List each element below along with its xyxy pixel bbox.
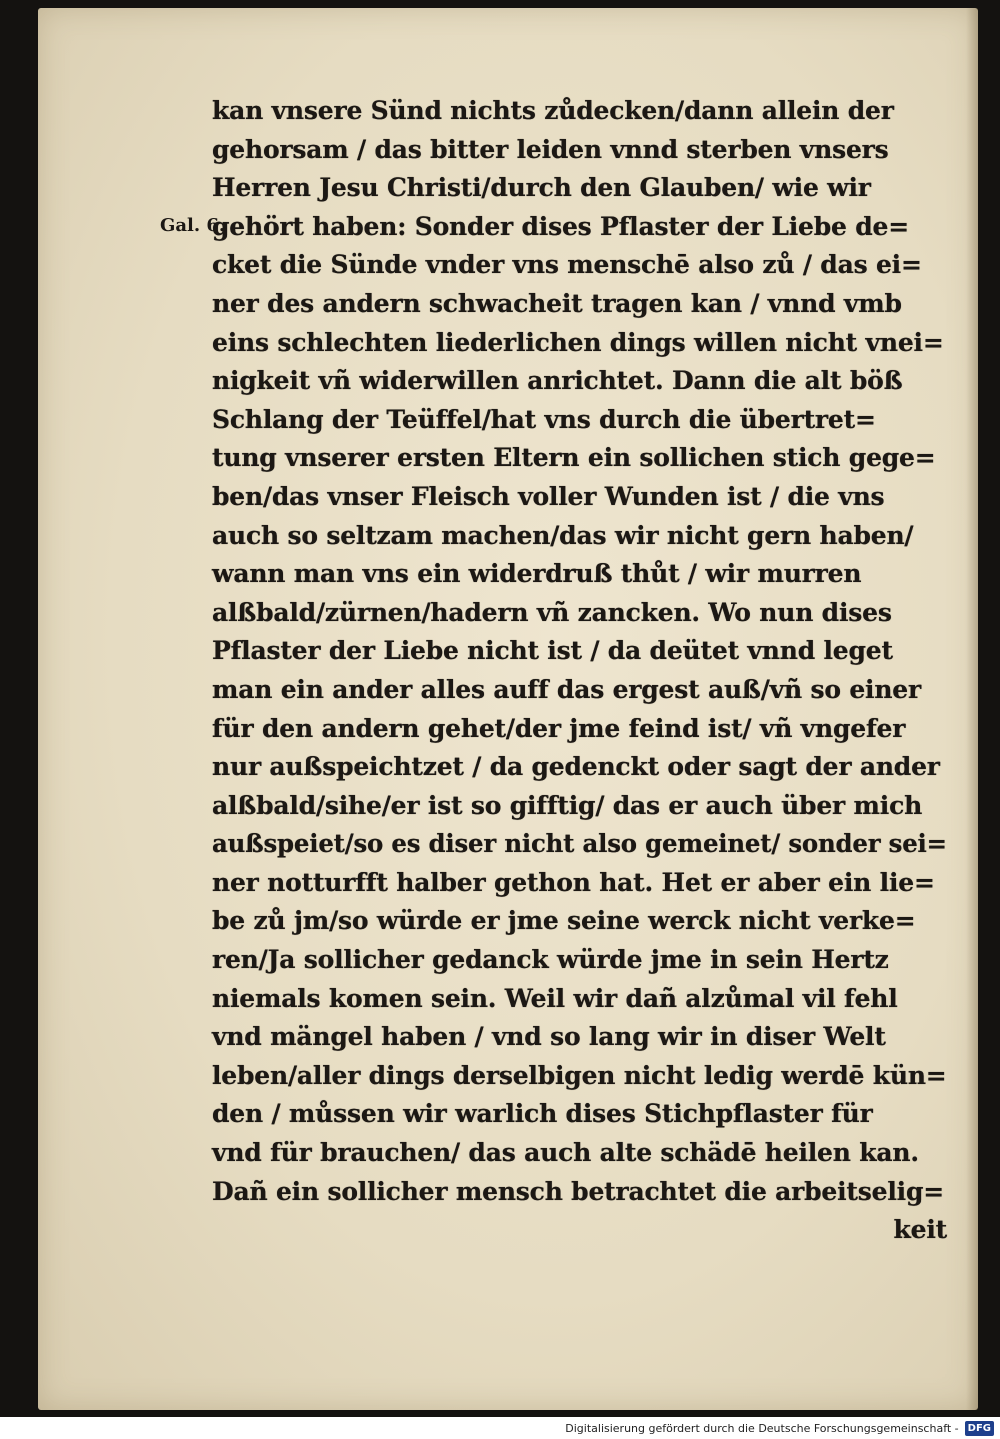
text-line: ner notturfft halber gethon hat. Het er aber ein lie=: [212, 867, 935, 897]
text-line: ren/Ja sollicher gedanck würde jme in sein Hertz: [212, 945, 889, 975]
text-line: wann man vns ein widerdruß thůt / wir murren: [212, 559, 862, 589]
text-line: eins schlechten liederlichen dings willen nicht vnei=: [212, 327, 944, 357]
text-line: den / můssen wir warlich dises Stichpflaster für: [212, 1099, 873, 1129]
text-line: vnd mängel haben / vnd so lang wir in diser Welt: [212, 1022, 886, 1052]
text-line: Schlang der Teüffel/hat vns durch die übertret=: [212, 404, 876, 434]
text-line: kan vnsere Sünd nichts zůdecken/dann allein der: [212, 96, 894, 125]
text-line: cket die Sünde vnder vns menschē also zů / das ei=: [212, 250, 922, 280]
text-line: für den andern gehet/der jme feind ist/ vñ vngefer: [212, 713, 906, 743]
text-line: nur außspeichtzet / da gedenckt oder sagt der ander: [212, 752, 940, 782]
text-line: nigkeit vñ widerwillen anrichtet. Dann die alt böß: [212, 366, 903, 396]
text-line: Pflaster der Liebe nicht ist / da deütet vnnd leget: [212, 636, 893, 666]
text-line: be zů jm/so würde er jme seine werck nicht verke=: [212, 906, 916, 936]
text-line: vnd für brauchen/ das auch alte schädē heilen kan.: [212, 1138, 919, 1168]
text-line: leben/aller dings derselbigen nicht ledig werdē kün=: [212, 1060, 947, 1090]
text-line: ben/das vnser Fleisch voller Wunden ist / die vns: [212, 481, 885, 511]
text-line: gehört haben: Sonder dises Pflaster der Liebe de=: [212, 211, 909, 241]
marginal-note: Gal. 6.: [160, 215, 226, 236]
text-line: ner des andern schwacheit tragen kan / vnnd vmb: [212, 288, 902, 318]
body-text: [212, 92, 947, 1250]
text-line: niemals komen sein. Weil wir dañ alzůmal vil fehl: [212, 983, 898, 1013]
text-line: auch so seltzam machen/das wir nicht gern haben/: [212, 520, 914, 550]
text-line: alßbald/sihe/er ist so gifftig/ das er auch über mich: [212, 790, 923, 820]
text-line: außspeiet/so es diser nicht also gemeinet/ sonder sei=: [212, 829, 947, 859]
dfg-logo-icon: DFG: [965, 1421, 994, 1436]
text-line: gehorsam / das bitter leiden vnnd sterben vnsers: [212, 134, 889, 164]
text-line: tung vnserer ersten Eltern ein sollichen stich gege=: [212, 443, 936, 473]
funding-credit: Digitalisierung gefördert durch die Deutsche Forschungsgemeinschaft -: [565, 1422, 959, 1435]
text-line: alßbald/zürnen/hadern vñ zancken. Wo nun dises: [212, 597, 892, 627]
catchword: keit: [893, 1215, 947, 1245]
text-line: Herren Jesu Christi/durch den Glauben/ wie wir: [212, 173, 871, 203]
text-line: man ein ander alles auff das ergest auß/vñ so einer: [212, 674, 921, 704]
digitization-footer: [565, 1418, 994, 1439]
text-line: Dañ ein sollicher mensch betrachtet die arbeitselig=: [212, 1176, 944, 1206]
page-edge-shadow: [966, 8, 978, 1410]
